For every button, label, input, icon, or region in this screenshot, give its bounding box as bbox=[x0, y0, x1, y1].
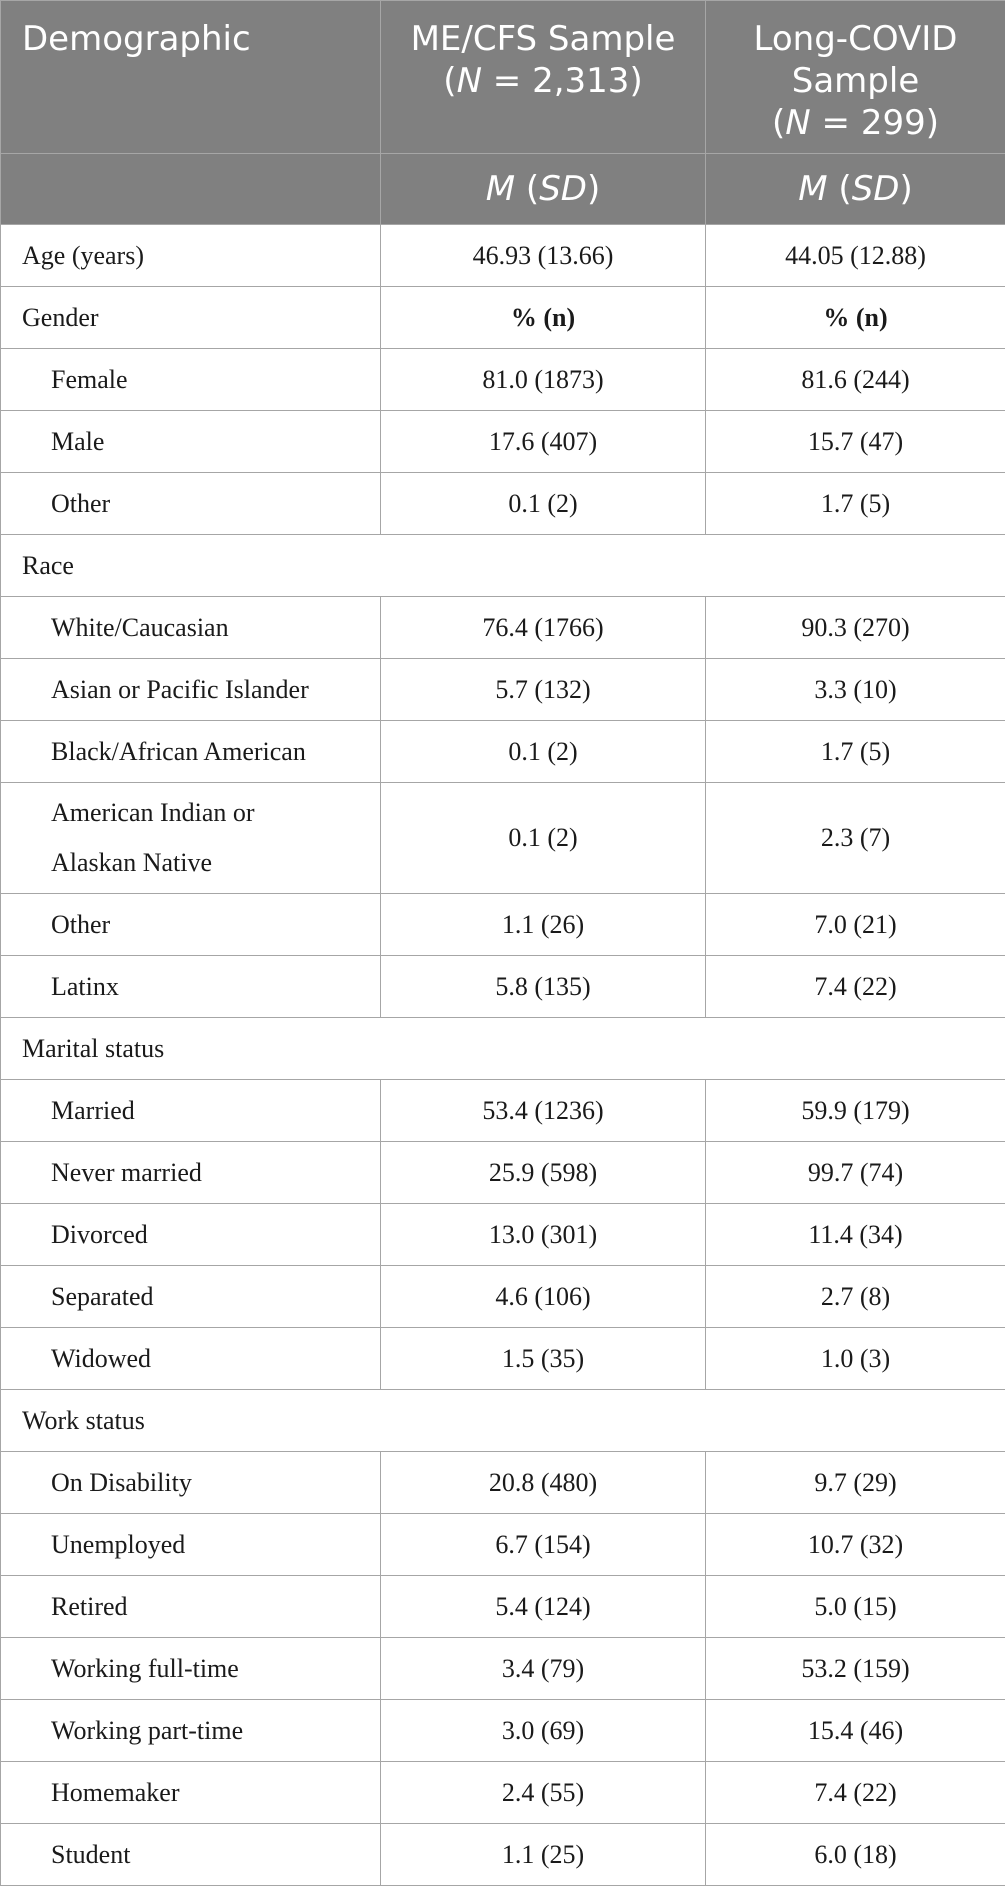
mecfs-value: 5.8 (135) bbox=[381, 956, 706, 1018]
table-row bbox=[1, 1762, 1005, 1824]
mecfs-value: 6.7 (154) bbox=[381, 1514, 706, 1576]
longcovid-value: 59.9 (179) bbox=[706, 1080, 1005, 1142]
table-row bbox=[1, 1142, 1005, 1204]
mecfs-value: 46.93 (13.66) bbox=[381, 225, 706, 287]
mecfs-value: 0.1 (2) bbox=[381, 783, 706, 894]
longcovid-value: 15.7 (47) bbox=[706, 411, 1005, 473]
header-demographic-label: Demographic bbox=[22, 19, 251, 59]
header-longcovid-sample bbox=[706, 1, 1005, 154]
longcovid-value: 1.7 (5) bbox=[706, 473, 1005, 535]
table-row bbox=[1, 783, 1005, 894]
longcovid-value: 1.0 (3) bbox=[706, 1328, 1005, 1390]
stat-m: M bbox=[485, 169, 516, 209]
stat-open: ( bbox=[827, 169, 852, 209]
header-mecfs-open: ( bbox=[443, 61, 457, 101]
mecfs-value: 81.0 (1873) bbox=[381, 349, 706, 411]
row-label: Homemaker bbox=[1, 1762, 381, 1824]
row-label: Retired bbox=[1, 1576, 381, 1638]
mecfs-value: 3.0 (69) bbox=[381, 1700, 706, 1762]
stat-sd: SD bbox=[851, 169, 900, 209]
longcovid-value: 90.3 (270) bbox=[706, 597, 1005, 659]
row-label: Never married bbox=[1, 1142, 381, 1204]
header-longcovid-open: ( bbox=[772, 103, 786, 143]
mecfs-value: 3.4 (79) bbox=[381, 1638, 706, 1700]
row-label: Widowed bbox=[1, 1328, 381, 1390]
mecfs-value: 0.1 (2) bbox=[381, 473, 706, 535]
table-body bbox=[1, 225, 1005, 1886]
mecfs-value: % (n) bbox=[381, 287, 706, 349]
row-label-line2: Alaskan Native bbox=[51, 848, 213, 877]
longcovid-value: 5.0 (15) bbox=[706, 1576, 1005, 1638]
section-label: Work status bbox=[1, 1390, 1005, 1452]
table-row bbox=[1, 473, 1005, 535]
table-row bbox=[1, 411, 1005, 473]
table-row bbox=[1, 349, 1005, 411]
table-row bbox=[1, 1576, 1005, 1638]
header-mecfs-count: = 2,313) bbox=[482, 61, 643, 101]
header-mecfs-sample bbox=[381, 1, 706, 154]
row-label: Male bbox=[1, 411, 381, 473]
mecfs-value: 13.0 (301) bbox=[381, 1204, 706, 1266]
longcovid-value: 2.7 (8) bbox=[706, 1266, 1005, 1328]
row-label: Divorced bbox=[1, 1204, 381, 1266]
table-row bbox=[1, 1266, 1005, 1328]
mecfs-value: 0.1 (2) bbox=[381, 721, 706, 783]
row-label-line1: American Indian or bbox=[51, 798, 255, 827]
stat-close: ) bbox=[899, 169, 913, 209]
table-row bbox=[1, 287, 1005, 349]
longcovid-value: 53.2 (159) bbox=[706, 1638, 1005, 1700]
stat-header-row bbox=[1, 154, 1005, 225]
table-row bbox=[1, 1700, 1005, 1762]
mecfs-value: 1.1 (26) bbox=[381, 894, 706, 956]
longcovid-value: % (n) bbox=[706, 287, 1005, 349]
table-row bbox=[1, 1638, 1005, 1700]
table-row bbox=[1, 1080, 1005, 1142]
longcovid-value: 6.0 (18) bbox=[706, 1824, 1005, 1886]
row-label: On Disability bbox=[1, 1452, 381, 1514]
row-label: Student bbox=[1, 1824, 381, 1886]
row-label: Working part-time bbox=[1, 1700, 381, 1762]
table-header bbox=[1, 1, 1005, 225]
longcovid-value: 99.7 (74) bbox=[706, 1142, 1005, 1204]
table-row bbox=[1, 1452, 1005, 1514]
row-label: Latinx bbox=[1, 956, 381, 1018]
row-label: White/Caucasian bbox=[1, 597, 381, 659]
longcovid-value: 7.4 (22) bbox=[706, 1762, 1005, 1824]
longcovid-value: 11.4 (34) bbox=[706, 1204, 1005, 1266]
row-label: Working full-time bbox=[1, 1638, 381, 1700]
table-row bbox=[1, 1514, 1005, 1576]
longcovid-value: 7.0 (21) bbox=[706, 894, 1005, 956]
table-row bbox=[1, 225, 1005, 287]
mecfs-value: 1.1 (25) bbox=[381, 1824, 706, 1886]
row-label: Age (years) bbox=[1, 225, 381, 287]
header-row bbox=[1, 1, 1005, 154]
row-label: Other bbox=[1, 894, 381, 956]
mecfs-value: 2.4 (55) bbox=[381, 1762, 706, 1824]
header-longcovid-n: N bbox=[785, 103, 811, 143]
row-label: Other bbox=[1, 473, 381, 535]
header-demographic bbox=[1, 1, 381, 154]
stat-m: M bbox=[798, 169, 828, 209]
mecfs-value: 4.6 (106) bbox=[381, 1266, 706, 1328]
longcovid-value: 9.7 (29) bbox=[706, 1452, 1005, 1514]
header-longcovid-title: Long-COVID bbox=[753, 19, 958, 59]
mecfs-value: 25.9 (598) bbox=[381, 1142, 706, 1204]
longcovid-value: 1.7 (5) bbox=[706, 721, 1005, 783]
row-label: Black/African American bbox=[1, 721, 381, 783]
table-row bbox=[1, 1328, 1005, 1390]
row-label: Separated bbox=[1, 1266, 381, 1328]
mecfs-value: 5.7 (132) bbox=[381, 659, 706, 721]
table-row bbox=[1, 956, 1005, 1018]
longcovid-value: 10.7 (32) bbox=[706, 1514, 1005, 1576]
stat-sd: SD bbox=[539, 169, 587, 209]
section-row-work bbox=[1, 1390, 1005, 1452]
row-label: Asian or Pacific Islander bbox=[1, 659, 381, 721]
longcovid-value: 3.3 (10) bbox=[706, 659, 1005, 721]
header-mecfs-title: ME/CFS Sample bbox=[410, 19, 676, 59]
longcovid-value: 7.4 (22) bbox=[706, 956, 1005, 1018]
longcovid-value: 81.6 (244) bbox=[706, 349, 1005, 411]
header-mecfs-n: N bbox=[456, 61, 482, 101]
mecfs-value: 5.4 (124) bbox=[381, 1576, 706, 1638]
table-row bbox=[1, 721, 1005, 783]
table-row bbox=[1, 597, 1005, 659]
row-label: Gender bbox=[1, 287, 381, 349]
mecfs-value: 53.4 (1236) bbox=[381, 1080, 706, 1142]
longcovid-value: 2.3 (7) bbox=[706, 783, 1005, 894]
section-row-race bbox=[1, 535, 1005, 597]
row-label: Unemployed bbox=[1, 1514, 381, 1576]
longcovid-value: 44.05 (12.88) bbox=[706, 225, 1005, 287]
table-row bbox=[1, 894, 1005, 956]
section-label: Marital status bbox=[1, 1018, 1005, 1080]
table-row bbox=[1, 1204, 1005, 1266]
stat-close: ) bbox=[586, 169, 601, 209]
row-label bbox=[1, 783, 381, 894]
stat-header-longcovid bbox=[706, 154, 1005, 225]
mecfs-value: 17.6 (407) bbox=[381, 411, 706, 473]
stat-open: ( bbox=[515, 169, 540, 209]
row-label: Female bbox=[1, 349, 381, 411]
header-longcovid-count: = 299) bbox=[810, 103, 939, 143]
section-label: Race bbox=[1, 535, 1005, 597]
row-label: Married bbox=[1, 1080, 381, 1142]
stat-header-mecfs bbox=[381, 154, 706, 225]
section-row-marital bbox=[1, 1018, 1005, 1080]
mecfs-value: 1.5 (35) bbox=[381, 1328, 706, 1390]
stat-header-blank bbox=[1, 154, 381, 225]
mecfs-value: 76.4 (1766) bbox=[381, 597, 706, 659]
table-row bbox=[1, 659, 1005, 721]
longcovid-value: 15.4 (46) bbox=[706, 1700, 1005, 1762]
mecfs-value: 20.8 (480) bbox=[381, 1452, 706, 1514]
header-longcovid-subtitle: Sample bbox=[791, 61, 920, 101]
table-row bbox=[1, 1824, 1005, 1886]
